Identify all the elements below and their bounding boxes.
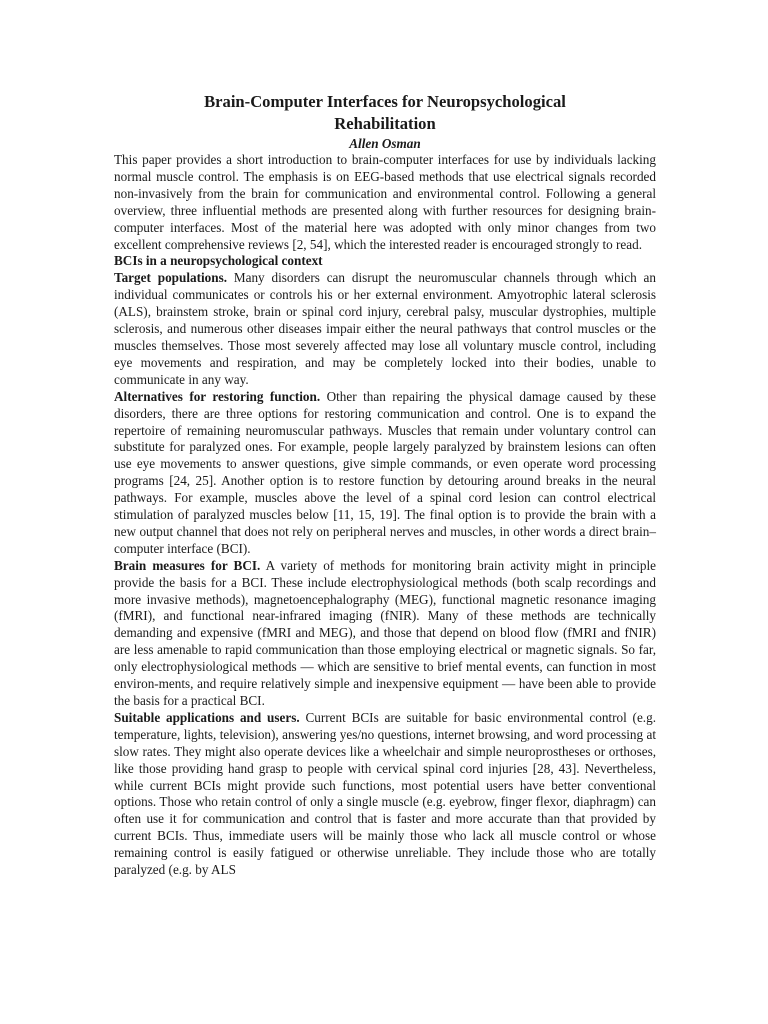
paragraph-run-in-heading: Brain measures for BCI.	[114, 557, 261, 573]
paragraph-text: Other than repairing the physical damage caused by these disorders, there are three options for restoring communication and control. One is to expand the repertoire of remaining neuromuscular pathways. Muscles that remain under voluntary control can substitute for paralyzed ones. For example, people largely paralyzed by brainstem lesions can often use eye movements to answer questions, give simple commands, or even operate word processing programs [24, 25]. Another option is to restore function by detouring around breaks in the neural pathways. For example, muscles above the level of a spinal cord lesion can control electrical stimulation of paralyzed muscles below [11, 15, 19]. The final option is to provide the brain with a new output channel that does not rely on peripheral nerves and muscles, in other words a direct brain–computer interface (BCI).	[114, 388, 656, 556]
paragraph-run-in-heading: Suitable applications and users.	[114, 709, 300, 725]
document-body	[114, 91, 656, 879]
paragraph-text: A variety of methods for monitoring brain activity might in principle provide the basis for a BCI. These include electrophysiological methods (both scalp recordings and more invasive methods), magnetoencephalography (MEG), functional magnetic resonance imaging (fMRI), and functional near-infrared imaging (fNIR). Many of these methods are technically demanding and expensive (fMRI and MEG), and those that depend on blood flow (fMRI and fNIR) are less amenable to rapid communication than those employing electrical or magnetic signals. So far, only electrophysiological methods — which are sensitive to brief mental events, can function in most environ-ments, and require relatively simple and inexpensive equipment — have been able to provide the basis for a practical BCI.	[114, 557, 656, 708]
paragraph-text: Many disorders can disrupt the neuromuscular channels through which an individual communicates or controls his or her external environment. Amyotrophic lateral sclerosis (ALS), brainstem stroke, brain or spinal cord injury, cerebral palsy, muscular dystrophies, multiple sclerosis, and numerous other diseases impair either the neural pathways that control muscles or the muscles themselves. Those most severely affected may lose all voluntary muscle control, including eye movements and respiration, and may be completely locked into their bodies, unable to communicate in any way.	[114, 270, 656, 387]
paper-title: Brain-Computer Interfaces for Neuropsychological Rehabilitation	[204, 92, 566, 133]
section-heading: BCIs in a neuropsychological context	[114, 253, 323, 269]
paragraph-run-in-heading: Alternatives for restoring function.	[114, 388, 321, 404]
paragraph-brain-measures	[114, 558, 656, 710]
author-name: Allen Osman	[349, 136, 421, 151]
paragraph-suitable-applications	[114, 710, 656, 879]
paragraph-target-populations	[114, 270, 656, 388]
paragraph-run-in-heading: Target populations.	[114, 270, 227, 286]
paragraph-alternatives	[114, 389, 656, 558]
paragraph-text: Current BCIs are suitable for basic environmental control (e.g. temperature, lights, television), answering yes/no questions, internet browsing, and word processing at slow rates. They might also operate devices like a wheelchair and simple neuroprostheses or orthoses, like those providing hand grasp to people with cervical spinal cord injuries [28, 43]. Nevertheless, while current BCIs might provide such functions, most potential users have better conventional options. Those who retain control of only a single muscle (e.g. eyebrow, finger flexor, diaphragm) can often use it for communication and control that is faster and more accurate than that provided by current BCIs. Thus, immediate users will be mainly those who lack all muscle control or whose remaining control is easily fatigued or otherwise unreliable. They include those who are totally paralyzed (e.g. by ALS	[114, 709, 656, 878]
abstract-paragraph: This paper provides a short introduction to brain-computer interfaces for use by individuals lacking normal muscle control. The emphasis is on EEG-based methods that use electrical signals recorded non-invasively from the brain for communication and environmental control. Following a general overview, three influential methods are presented along with further resources for designing brain-computer interfaces. Most of the material here was adopted with only minor changes from two excellent comprehensive reviews [2, 54], which the interested reader is encouraged strongly to read.	[114, 152, 656, 252]
